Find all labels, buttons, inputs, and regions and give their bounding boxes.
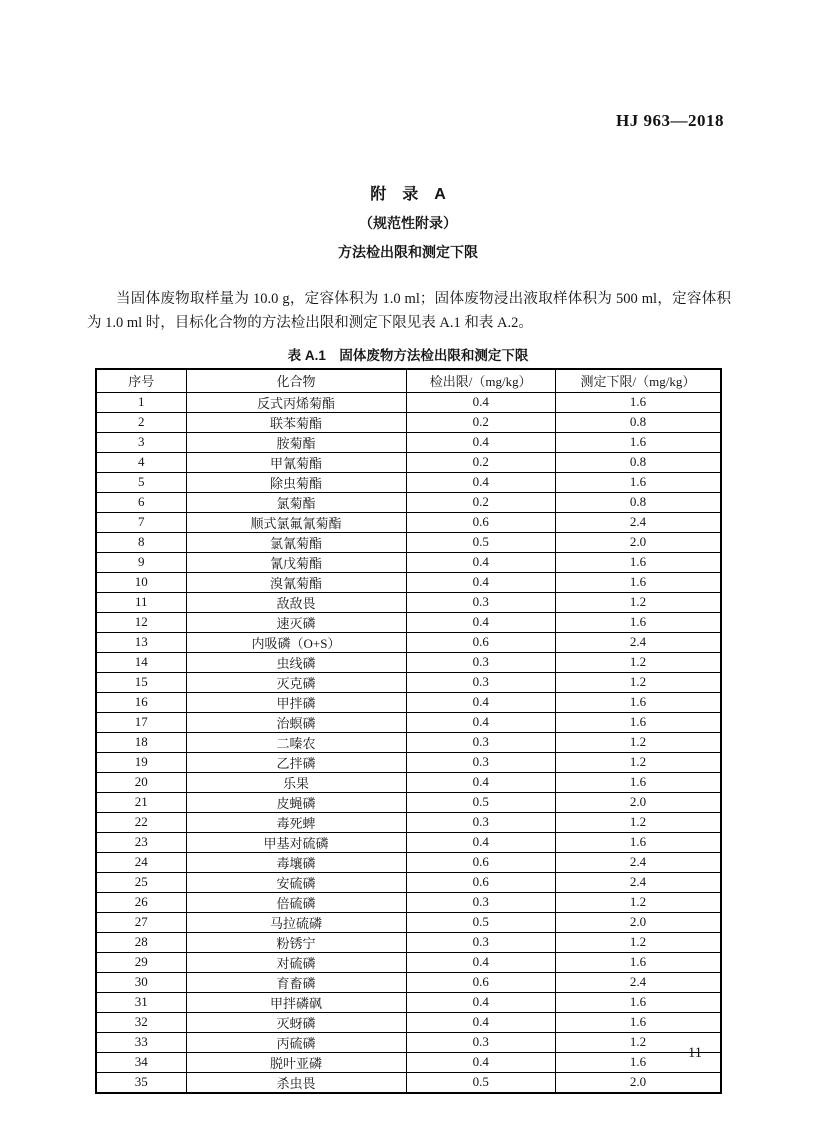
compound-name: 毒壤磷: [186, 852, 406, 872]
detection-limit-value: 0.4: [406, 772, 555, 792]
table-row: [96, 1032, 721, 1052]
quantification-limit-value: 1.6: [555, 1052, 721, 1072]
compound-name: 甲氰菊酯: [186, 452, 406, 472]
row-number: 15: [96, 672, 186, 692]
compound-name: 灭克磷: [186, 672, 406, 692]
row-number: 24: [96, 852, 186, 872]
detection-limit-value: 0.4: [406, 1012, 555, 1032]
table-row: [96, 592, 721, 612]
quantification-limit-value: 2.0: [555, 912, 721, 932]
body-paragraph: 当固体废物取样量为 10.0 g，定容体积为 1.0 ml；固体废物浸出液取样体积为 500 ml，定容体积为 1.0 ml 时，目标化合物的方法检出限和测定下限见表 A.1 和表 A.2。: [87, 291, 731, 331]
table-caption: 表 A.1 固体废物方法检出限和测定下限: [287, 348, 529, 363]
compound-name: 甲拌磷: [186, 692, 406, 712]
page-number: 11: [688, 1045, 702, 1061]
table-row: [96, 952, 721, 972]
table-row: [96, 652, 721, 672]
quantification-limit-value: 2.0: [555, 792, 721, 812]
detection-limit-value: 0.3: [406, 732, 555, 752]
detection-limit-value: 0.6: [406, 872, 555, 892]
detection-limit-value: 0.5: [406, 792, 555, 812]
table-row: [96, 532, 721, 552]
row-number: 13: [96, 632, 186, 652]
appendix-title-block: [0, 181, 816, 262]
compound-name: 除虫菊酯: [186, 472, 406, 492]
row-number: 23: [96, 832, 186, 852]
compound-name: 脱叶亚磷: [186, 1052, 406, 1072]
compound-name: 甲拌磷砜: [186, 992, 406, 1012]
detection-limit-value: 0.4: [406, 832, 555, 852]
quantification-limit-value: 0.8: [555, 412, 721, 432]
table-row: [96, 792, 721, 812]
table-row: [96, 712, 721, 732]
quantification-limit-value: 2.4: [555, 852, 721, 872]
table-row: [96, 1052, 721, 1072]
table-row: [96, 912, 721, 932]
row-number: 28: [96, 932, 186, 952]
row-number: 31: [96, 992, 186, 1012]
detection-limit-value: 0.4: [406, 472, 555, 492]
row-number: 8: [96, 532, 186, 552]
detection-limit-value: 0.5: [406, 912, 555, 932]
row-number: 21: [96, 792, 186, 812]
quantification-limit-value: 1.2: [555, 652, 721, 672]
compound-name: 丙硫磷: [186, 1032, 406, 1052]
table-row: [96, 772, 721, 792]
table-row: [96, 392, 721, 412]
table-row: [96, 752, 721, 772]
quantification-limit-value: 2.0: [555, 532, 721, 552]
quantification-limit-value: 1.6: [555, 472, 721, 492]
table-body: [96, 392, 721, 1093]
row-number: 3: [96, 432, 186, 452]
compound-name: 皮蝇磷: [186, 792, 406, 812]
detection-limit-value: 0.5: [406, 1072, 555, 1093]
table-row: [96, 572, 721, 592]
compound-name: 溴氰菊酯: [186, 572, 406, 592]
row-number: 30: [96, 972, 186, 992]
compound-name: 内吸磷（O+S）: [186, 632, 406, 652]
table-row: [96, 472, 721, 492]
detection-limit-value: 0.6: [406, 972, 555, 992]
compound-name: 速灭磷: [186, 612, 406, 632]
compound-name: 敌敌畏: [186, 592, 406, 612]
row-number: 16: [96, 692, 186, 712]
row-number: 29: [96, 952, 186, 972]
quantification-limit-value: 2.4: [555, 872, 721, 892]
detection-limit-value: 0.4: [406, 432, 555, 452]
row-number: 1: [96, 392, 186, 412]
table-row: [96, 552, 721, 572]
row-number: 19: [96, 752, 186, 772]
quantification-limit-value: 0.8: [555, 492, 721, 512]
quantification-limit-value: 1.6: [555, 952, 721, 972]
column-header: 序号: [96, 369, 186, 392]
row-number: 6: [96, 492, 186, 512]
quantification-limit-value: 1.2: [555, 892, 721, 912]
quantification-limit-value: 2.4: [555, 632, 721, 652]
appendix-type-heading: （规范性附录）: [359, 215, 457, 231]
quantification-limit-value: 2.4: [555, 972, 721, 992]
row-number: 33: [96, 1032, 186, 1052]
appendix-name-heading: 方法检出限和测定下限: [338, 244, 478, 260]
compound-name: 乙拌磷: [186, 752, 406, 772]
table-row: [96, 852, 721, 872]
table-row: [96, 432, 721, 452]
table-row: [96, 672, 721, 692]
row-number: 11: [96, 592, 186, 612]
compound-name: 乐果: [186, 772, 406, 792]
detection-limit-value: 0.4: [406, 612, 555, 632]
table-row: [96, 812, 721, 832]
row-number: 14: [96, 652, 186, 672]
row-number: 9: [96, 552, 186, 572]
detection-limit-value: 0.4: [406, 1052, 555, 1072]
compound-name: 毒死蜱: [186, 812, 406, 832]
compound-name: 胺菊酯: [186, 432, 406, 452]
quantification-limit-value: 1.6: [555, 832, 721, 852]
detection-limit-value: 0.5: [406, 532, 555, 552]
detection-limit-value: 0.2: [406, 492, 555, 512]
detection-limits-table: [95, 368, 722, 1094]
table-row: [96, 412, 721, 432]
quantification-limit-value: 1.6: [555, 692, 721, 712]
row-number: 7: [96, 512, 186, 532]
quantification-limit-value: 1.6: [555, 612, 721, 632]
detection-limit-value: 0.3: [406, 932, 555, 952]
row-number: 17: [96, 712, 186, 732]
quantification-limit-value: 1.2: [555, 732, 721, 752]
detection-limit-value: 0.4: [406, 572, 555, 592]
quantification-limit-value: 1.6: [555, 712, 721, 732]
compound-name: 二嗪农: [186, 732, 406, 752]
column-header: 测定下限/（mg/kg）: [555, 369, 721, 392]
table-row: [96, 892, 721, 912]
quantification-limit-value: 2.4: [555, 512, 721, 532]
detection-limit-value: 0.3: [406, 672, 555, 692]
table-row: [96, 692, 721, 712]
table-row: [96, 512, 721, 532]
table-row: [96, 972, 721, 992]
quantification-limit-value: 0.8: [555, 452, 721, 472]
detection-limit-value: 0.2: [406, 452, 555, 472]
quantification-limit-value: 1.2: [555, 932, 721, 952]
compound-name: 倍硫磷: [186, 892, 406, 912]
compound-name: 对硫磷: [186, 952, 406, 972]
detection-limit-value: 0.6: [406, 512, 555, 532]
table-row: [96, 732, 721, 752]
compound-name: 治螟磷: [186, 712, 406, 732]
row-number: 12: [96, 612, 186, 632]
table-row: [96, 452, 721, 472]
row-number: 18: [96, 732, 186, 752]
compound-name: 联苯菊酯: [186, 412, 406, 432]
table-row: [96, 1072, 721, 1093]
row-number: 4: [96, 452, 186, 472]
table-row: [96, 932, 721, 952]
compound-name: 氰戊菊酯: [186, 552, 406, 572]
row-number: 32: [96, 1012, 186, 1032]
row-number: 26: [96, 892, 186, 912]
row-number: 35: [96, 1072, 186, 1093]
compound-name: 粉锈宁: [186, 932, 406, 952]
row-number: 10: [96, 572, 186, 592]
compound-name: 杀虫畏: [186, 1072, 406, 1093]
compound-name: 虫线磷: [186, 652, 406, 672]
table-row: [96, 612, 721, 632]
quantification-limit-value: 1.6: [555, 992, 721, 1012]
row-number: 25: [96, 872, 186, 892]
quantification-limit-value: 1.6: [555, 392, 721, 412]
detection-limit-value: 0.3: [406, 1032, 555, 1052]
quantification-limit-value: 1.2: [555, 812, 721, 832]
table-row: [96, 1012, 721, 1032]
compound-name: 顺式氯氟氰菊酯: [186, 512, 406, 532]
quantification-limit-value: 1.6: [555, 572, 721, 592]
detection-limit-value: 0.3: [406, 812, 555, 832]
table-row: [96, 872, 721, 892]
row-number: 27: [96, 912, 186, 932]
compound-name: 反式丙烯菊酯: [186, 392, 406, 412]
row-number: 2: [96, 412, 186, 432]
quantification-limit-value: 1.2: [555, 752, 721, 772]
detection-limit-value: 0.2: [406, 412, 555, 432]
table-row: [96, 492, 721, 512]
quantification-limit-value: 1.2: [555, 592, 721, 612]
quantification-limit-value: 1.6: [555, 772, 721, 792]
quantification-limit-value: 1.2: [555, 672, 721, 692]
quantification-limit-value: 1.6: [555, 1012, 721, 1032]
table-header-row: [96, 369, 721, 392]
column-header: 化合物: [186, 369, 406, 392]
detection-limit-value: 0.4: [406, 692, 555, 712]
detection-limit-value: 0.3: [406, 892, 555, 912]
detection-limit-value: 0.6: [406, 632, 555, 652]
detection-limit-value: 0.4: [406, 552, 555, 572]
row-number: 22: [96, 812, 186, 832]
quantification-limit-value: 1.6: [555, 552, 721, 572]
table-row: [96, 832, 721, 852]
row-number: 5: [96, 472, 186, 492]
quantification-limit-value: 2.0: [555, 1072, 721, 1093]
compound-name: 氯氰菊酯: [186, 532, 406, 552]
table-row: [96, 632, 721, 652]
detection-limit-value: 0.3: [406, 652, 555, 672]
quantification-limit-value: 1.6: [555, 432, 721, 452]
detection-limit-value: 0.4: [406, 952, 555, 972]
column-header: 检出限/（mg/kg）: [406, 369, 555, 392]
table-row: [96, 992, 721, 1012]
detection-limit-value: 0.4: [406, 392, 555, 412]
compound-name: 灭蚜磷: [186, 1012, 406, 1032]
detection-limit-value: 0.3: [406, 752, 555, 772]
detection-limit-value: 0.4: [406, 712, 555, 732]
quantification-limit-value: 1.2: [555, 1032, 721, 1052]
compound-name: 育畜磷: [186, 972, 406, 992]
row-number: 20: [96, 772, 186, 792]
standard-number: HJ 963—2018: [616, 111, 724, 130]
compound-name: 安硫磷: [186, 872, 406, 892]
compound-name: 氯菊酯: [186, 492, 406, 512]
detection-limit-value: 0.4: [406, 992, 555, 1012]
detection-limit-value: 0.6: [406, 852, 555, 872]
row-number: 34: [96, 1052, 186, 1072]
detection-limit-value: 0.3: [406, 592, 555, 612]
compound-name: 甲基对硫磷: [186, 832, 406, 852]
appendix-heading: 附 录 A: [370, 186, 446, 203]
compound-name: 马拉硫磷: [186, 912, 406, 932]
